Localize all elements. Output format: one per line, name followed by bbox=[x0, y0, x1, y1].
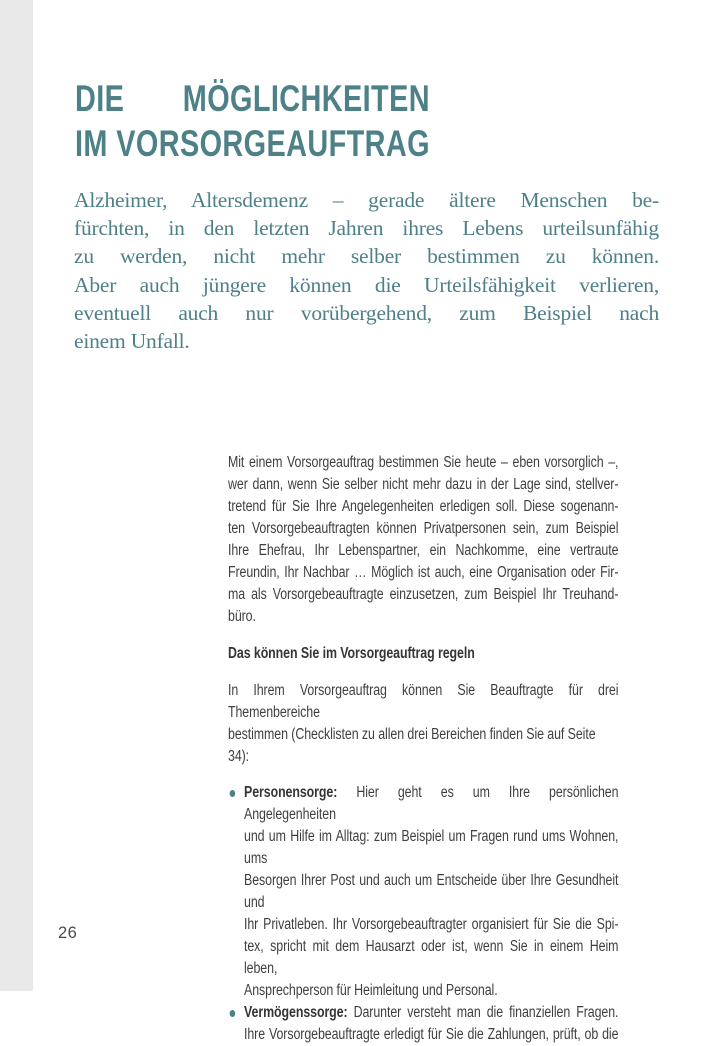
text-line: eventuell auch nur vorübergehend, zum Beispiel nach bbox=[74, 300, 659, 325]
text-line: Ansprechperson für Heimleitung und Personal. bbox=[244, 982, 498, 999]
body-paragraph bbox=[228, 680, 618, 768]
text-line: ten Vorsorgebeauftragten können Privatpersonen sein, zum Beispiel bbox=[228, 520, 619, 537]
text-line: Vermögenssorge: Darunter versteht man die finanziellen Fragen. bbox=[244, 1004, 619, 1021]
text-line: Ihre Ehefrau, Ihr Lebenspartner, ein Nachkomme, eine vertraute bbox=[228, 542, 619, 559]
text-line: und um Hilfe im Alltag: zum Beispiel um Fragen rund ums Wohnen, ums bbox=[244, 828, 619, 867]
topics-list bbox=[228, 782, 618, 1046]
text-line: ma als Vorsorgebeauftragte einzusetzen, zum Beispiel Ihr Treuhand- bbox=[228, 586, 619, 603]
text-line: einem Unfall. bbox=[74, 329, 190, 354]
list-item bbox=[228, 1002, 618, 1046]
text-line: büro. bbox=[228, 608, 256, 625]
text-line: wer dann, wenn Sie selber nicht mehr dazu in der Lage sind, stellver- bbox=[228, 476, 619, 493]
text-line: IM VORSORGEAUFTRAG bbox=[75, 123, 430, 164]
text-line: fürchten, in den letzten Jahren ihres Lebens urteilsunfähig bbox=[74, 216, 659, 241]
bullet-lead-label: Vermögenssorge: bbox=[244, 1004, 348, 1021]
text-line: tretend für Sie Ihre Angelegenheiten erledigen soll. Diese sogenann- bbox=[228, 498, 619, 515]
text-line: bestimmen (Checklisten zu allen drei Bereichen finden Sie auf Seite 34): bbox=[228, 726, 596, 765]
text-line: Ihr Privatleben. Ihr Vorsorgebeauftragter organisiert für Sie die Spi- bbox=[244, 916, 619, 933]
text-line: Ihre Vorsorgebeauftragte erledigt für Sie die Zahlungen, prüft, ob die bbox=[244, 1026, 619, 1043]
body-column bbox=[228, 452, 618, 1046]
text-line: Mit einem Vorsorgeauftrag bestimmen Sie heute – eben vorsorglich –, bbox=[228, 454, 619, 471]
list-item bbox=[228, 782, 618, 1002]
text-line: Alzheimer, Altersdemenz – gerade ältere Menschen be- bbox=[74, 188, 659, 212]
bullet-icon bbox=[230, 790, 236, 797]
text-line: tex, spricht mit dem Hausarzt oder ist, wenn Sie in einem Heim leben, bbox=[244, 938, 619, 977]
text-line: Besorgen Ihrer Post und auch um Entscheide über Ihre Gesundheit und bbox=[244, 872, 619, 911]
lead-paragraph bbox=[74, 186, 659, 355]
bullet-lead-label: Personensorge: bbox=[244, 784, 338, 801]
text-line: In Ihrem Vorsorgeauftrag können Sie Beauftragte für drei Themenbereiche bbox=[228, 682, 619, 721]
page-title bbox=[75, 76, 430, 166]
page-number: 26 bbox=[58, 924, 78, 942]
bullet-icon bbox=[230, 1010, 236, 1017]
text-line: Freundin, Ihr Nachbar … Möglich ist auch, eine Organisation oder Fir- bbox=[228, 564, 619, 581]
body-paragraph bbox=[228, 452, 618, 628]
text-line: zu werden, nicht mehr selber bestimmen zu können. bbox=[74, 244, 659, 269]
text-line: DIE MÖGLICHKEITEN bbox=[75, 78, 430, 119]
text-line: Personensorge: Hier geht es um Ihre persönlichen Angelegenheiten bbox=[244, 784, 619, 823]
text-line: Aber auch jüngere können die Urteilsfähigkeit verlieren, bbox=[74, 272, 659, 297]
section-heading: Das können Sie im Vorsorgeauftrag regeln bbox=[228, 645, 475, 662]
margin-stripe bbox=[0, 0, 33, 991]
